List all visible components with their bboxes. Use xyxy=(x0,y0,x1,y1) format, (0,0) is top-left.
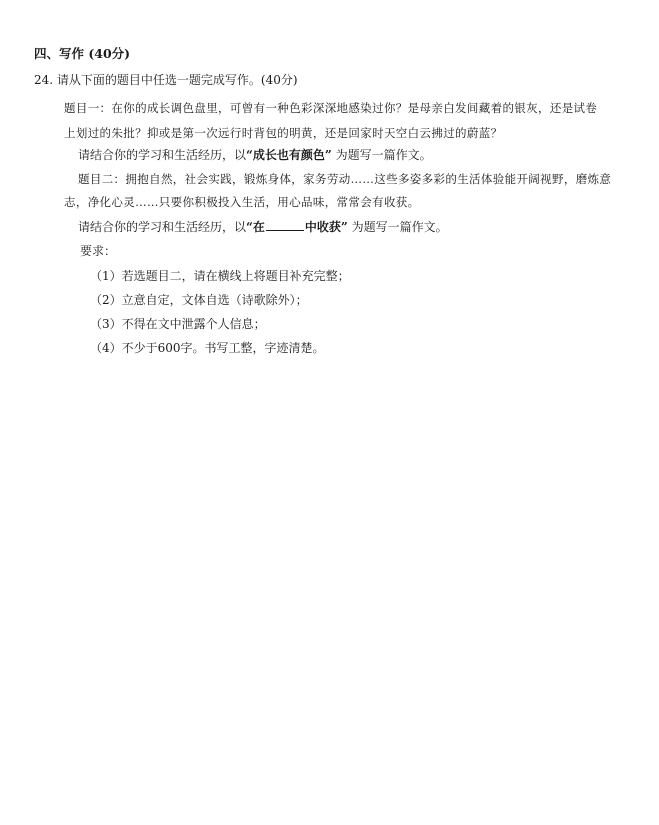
requirement-item: （2）立意自定，文体自选（诗歌除外）； xyxy=(90,293,308,307)
topic1-requirement xyxy=(78,147,432,163)
topic2-requirement xyxy=(78,219,448,235)
topic1-req-suffix: 为题写一篇作文。 xyxy=(335,148,432,162)
question-prompt: 24. 请从下面的题目中任选一题完成写作。(40分) xyxy=(34,73,298,87)
title-blank-line xyxy=(266,219,304,231)
topic1-line2: 上划过的朱批？抑或是第一次远行时背包的明黄，还是回家时天空白云拂过的蔚蓝？ xyxy=(64,126,503,140)
requirements-title: 要求： xyxy=(80,244,117,258)
topic1-req-prefix: 请结合你的学习和生活经历，以 xyxy=(78,148,247,162)
requirement-item: （3）不得在文中泄露个人信息； xyxy=(90,317,266,331)
topic2-title-end: 中收获” xyxy=(304,220,348,234)
topic2-req-prefix: 请结合你的学习和生活经历，以 xyxy=(78,220,247,234)
topic2-req-suffix: 为题写一篇作文。 xyxy=(351,220,448,234)
topic1-line1: 题目一：在你的成长调色盘里，可曾有一种色彩深深地感染过你？是母亲白发间藏着的银灰，还是试卷 xyxy=(64,101,598,115)
topic2-line2: 志，净化心灵……只要你积极投入生活，用心品味，常常会有收获。 xyxy=(64,195,420,209)
topic2-line1: 题目二：拥抱自然，社会实践，锻炼身体，家务劳动……这些多姿多彩的生活体验能开阔视野，磨炼意 xyxy=(78,172,612,186)
requirement-item: （1）若选题目二，请在横线上将题目补充完整； xyxy=(90,269,350,283)
topic1-essay-title: “成长也有颜色” xyxy=(246,148,332,162)
topic2-title-start: “在 xyxy=(246,220,265,234)
requirement-item: （4）不少于600字。书写工整，字迹清楚。 xyxy=(90,341,325,355)
section-title: 四、写作 (40分) xyxy=(34,46,131,61)
